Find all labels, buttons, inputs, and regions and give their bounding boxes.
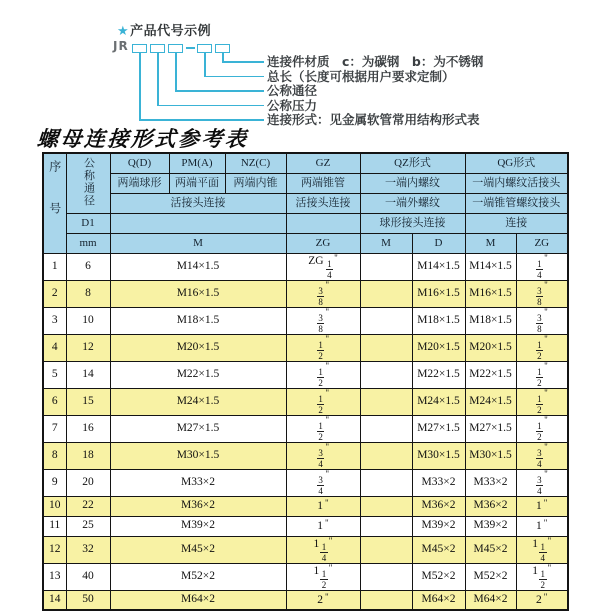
header-ends-pma: 两端平面	[169, 173, 225, 193]
header-joint-union: 活接头连接	[110, 193, 286, 213]
star-icon: ★	[117, 24, 130, 39]
header-row-joints	[43, 193, 568, 213]
inch-mark: "	[543, 518, 548, 529]
cell-qg-m: M33×2	[465, 469, 516, 496]
table-row	[43, 563, 568, 590]
code-box-1	[132, 44, 147, 53]
cell-gz-size	[286, 361, 360, 388]
cell-qg-zg	[516, 253, 568, 280]
inch-mark: "	[325, 333, 330, 344]
cell-m-thread: M16×1.5	[110, 280, 286, 307]
header-joint-union-gz: 活接头连接	[286, 193, 360, 213]
cell-dn: 50	[66, 590, 110, 610]
cell-gz-size	[286, 563, 360, 590]
cell-dn: 25	[66, 516, 110, 536]
cell-qz-m	[360, 469, 412, 496]
table-row	[43, 469, 568, 496]
header-dn-label: 公称通径	[82, 156, 95, 207]
cell-qg-m: M36×2	[465, 496, 516, 516]
header-dn	[66, 153, 110, 213]
cell-qz-d: M64×2	[412, 590, 465, 610]
code-dash	[186, 47, 195, 49]
cell-dn: 12	[66, 334, 110, 361]
table-row	[43, 442, 568, 469]
cell-qg-zg	[516, 590, 568, 610]
header-unit-m2: M	[360, 233, 412, 253]
table-row	[43, 253, 568, 280]
cell-seq: 4	[43, 334, 66, 361]
fraction: $\frac{1}{2}$	[321, 568, 327, 590]
table-row	[43, 536, 568, 563]
header-form-pma: PM(A)	[169, 153, 225, 173]
header-unit-m1: M	[110, 233, 286, 253]
header-joint-external: 一端外螺纹	[360, 193, 465, 213]
diagram-label-material: 连接件材质 c：为碳钢 b：为不锈钢	[267, 54, 484, 69]
fraction: $\frac{1}{2}$	[537, 420, 542, 442]
fraction: $\frac{1}{4}$	[321, 541, 327, 563]
cell-m-thread: M45×2	[110, 536, 286, 563]
inch-mark: "	[543, 592, 548, 602]
cell-m-thread: M64×2	[110, 590, 286, 610]
cell-qg-m: M16×1.5	[465, 280, 516, 307]
cell-gz-size	[286, 388, 360, 415]
inch-mark: "	[544, 279, 548, 290]
cell-qz-m	[360, 536, 412, 563]
cell-gz-size	[286, 469, 360, 496]
fraction: $\frac{3}{8}$	[537, 285, 542, 307]
fraction: $\frac{1}{2}$	[318, 339, 323, 361]
cell-m-thread: M18×1.5	[110, 307, 286, 334]
whole-number: 2	[317, 594, 324, 606]
header-d1: D1	[66, 213, 110, 233]
inch-mark: "	[544, 252, 548, 263]
cell-qz-m	[360, 334, 412, 361]
cell-gz-size	[286, 536, 360, 563]
fraction: $\frac{1}{4}$	[327, 258, 332, 280]
cell-qg-zg	[516, 563, 568, 590]
cell-qz-d: M14×1.5	[412, 253, 465, 280]
cell-m-thread: M36×2	[110, 496, 286, 516]
cell-qg-zg	[516, 361, 568, 388]
cell-gz-size	[286, 516, 360, 536]
inch-mark: "	[547, 535, 552, 546]
cell-qg-m: M22×1.5	[465, 361, 516, 388]
code-box-2	[150, 44, 165, 53]
cell-dn: 32	[66, 536, 110, 563]
cell-qg-zg	[516, 307, 568, 334]
product-code-prefix: JR	[113, 39, 129, 53]
inch-mark: "	[325, 518, 329, 529]
cell-qg-zg	[516, 334, 568, 361]
whole-number: 1	[532, 564, 539, 577]
cell-m-thread: M33×2	[110, 469, 286, 496]
header-seq	[43, 153, 66, 253]
cell-dn: 10	[66, 307, 110, 334]
cell-m-thread: M20×1.5	[110, 334, 286, 361]
cell-qz-m	[360, 253, 412, 280]
table-row	[43, 307, 568, 334]
inch-mark: "	[328, 535, 333, 546]
table-row	[43, 590, 568, 610]
cell-seq: 12	[43, 536, 66, 563]
inch-mark: "	[334, 252, 338, 263]
code-box-4	[197, 44, 212, 53]
connector-line	[157, 53, 159, 105]
header-ends-qz: 一端内螺纹	[360, 173, 465, 193]
cell-qz-d: M27×1.5	[412, 415, 465, 442]
cell-qz-d: M24×1.5	[412, 388, 465, 415]
inch-mark: "	[325, 592, 329, 602]
header-blank-1	[110, 213, 286, 233]
inch-mark: "	[544, 468, 548, 479]
cell-seq: 3	[43, 307, 66, 334]
cell-qz-d: M30×1.5	[412, 442, 465, 469]
table-row	[43, 361, 568, 388]
code-box-3	[168, 44, 183, 53]
inch-mark: "	[544, 414, 548, 425]
cell-qg-m: M20×1.5	[465, 334, 516, 361]
cell-qg-zg	[516, 388, 568, 415]
cell-qz-d: M16×1.5	[412, 280, 465, 307]
cell-qg-zg	[516, 469, 568, 496]
header-row-ends	[43, 173, 568, 193]
inch-mark: "	[544, 333, 548, 344]
cell-qz-m	[360, 442, 412, 469]
inch-mark: "	[328, 562, 333, 573]
fraction: $\frac{1}{2}$	[537, 366, 542, 388]
cell-qz-d: M18×1.5	[412, 307, 465, 334]
cell-dn: 22	[66, 496, 110, 516]
header-row-units	[43, 233, 568, 253]
table-row	[43, 388, 568, 415]
header-unit-zg2: ZG	[516, 233, 568, 253]
cell-qz-m	[360, 361, 412, 388]
fraction: $\frac{3}{4}$	[318, 474, 323, 496]
fraction: $\frac{1}{2}$	[318, 393, 323, 415]
cell-qz-d: M45×2	[412, 536, 465, 563]
cell-qz-d: M52×2	[412, 563, 465, 590]
whole-number: 1	[313, 564, 320, 577]
cell-qg-m: M18×1.5	[465, 307, 516, 334]
fraction: $\frac{1}{2}$	[537, 339, 542, 361]
cell-qz-d: M39×2	[412, 516, 465, 536]
cell-qz-m	[360, 388, 412, 415]
cell-qg-zg	[516, 280, 568, 307]
cell-seq: 11	[43, 516, 66, 536]
cell-qz-d: M20×1.5	[412, 334, 465, 361]
nut-connection-reference-table	[42, 152, 569, 611]
header-joint-taper: 一端锥管螺纹接头	[465, 193, 568, 213]
header-seq-label: 序号	[47, 159, 62, 244]
whole-number: 1	[313, 537, 320, 550]
inch-mark: "	[544, 441, 548, 452]
inch-mark: "	[325, 387, 330, 398]
fraction: $\frac{1}{2}$	[540, 568, 546, 590]
diagram-title-text: 产品代号示例	[130, 24, 212, 39]
table-row	[43, 496, 568, 516]
inch-mark: "	[544, 360, 548, 371]
header-ends-qg: 一端内螺纹活接头	[465, 173, 568, 193]
cell-dn: 16	[66, 415, 110, 442]
fraction: $\frac{3}{8}$	[318, 285, 323, 307]
cell-dn: 18	[66, 442, 110, 469]
cell-seq: 9	[43, 469, 66, 496]
connector-line	[139, 53, 141, 119]
cell-m-thread: M39×2	[110, 516, 286, 536]
cell-seq: 10	[43, 496, 66, 516]
inch-mark: "	[325, 279, 330, 290]
fraction: $\frac{3}{4}$	[537, 447, 542, 469]
cell-qg-m: M27×1.5	[465, 415, 516, 442]
cell-seq: 8	[43, 442, 66, 469]
cell-m-thread: M24×1.5	[110, 388, 286, 415]
cell-qz-d: M36×2	[412, 496, 465, 516]
cell-dn: 14	[66, 361, 110, 388]
cell-seq: 14	[43, 590, 66, 610]
header-form-qd: Q(D)	[110, 153, 169, 173]
connector-line	[157, 105, 264, 107]
inch-mark: "	[325, 414, 330, 425]
cell-qg-m: M45×2	[465, 536, 516, 563]
header-row-forms	[43, 153, 568, 173]
cell-gz-size	[286, 280, 360, 307]
connector-line	[175, 90, 264, 92]
header-conn-ball: 球形接头连接	[360, 213, 465, 233]
cell-gz-size	[286, 334, 360, 361]
whole-number: 1	[532, 537, 539, 550]
cell-qg-zg	[516, 516, 568, 536]
size-prefix: ZG	[308, 254, 324, 267]
connector-line	[139, 119, 264, 121]
cell-seq: 13	[43, 563, 66, 590]
connector-line	[222, 61, 264, 63]
fraction: $\frac{1}{2}$	[318, 420, 323, 442]
cell-qg-m: M64×2	[465, 590, 516, 610]
connector-line	[175, 53, 177, 90]
cell-qz-m	[360, 280, 412, 307]
table-row	[43, 415, 568, 442]
cell-m-thread: M14×1.5	[110, 253, 286, 280]
code-box-5	[215, 44, 230, 53]
fraction: $\frac{1}{2}$	[318, 366, 323, 388]
cell-dn: 40	[66, 563, 110, 590]
diagram-label-diameter: 公称通径	[267, 83, 318, 98]
cell-qg-zg	[516, 415, 568, 442]
cell-gz-size	[286, 253, 360, 280]
header-unit-d: D	[412, 233, 465, 253]
header-unit-zg1: ZG	[286, 233, 360, 253]
table-row	[43, 516, 568, 536]
cell-seq: 5	[43, 361, 66, 388]
cell-seq: 6	[43, 388, 66, 415]
header-blank-2	[286, 213, 360, 233]
cell-qz-m	[360, 307, 412, 334]
fraction: $\frac{1}{4}$	[537, 258, 542, 280]
cell-qz-m	[360, 590, 412, 610]
header-ends-nzc: 两端内锥	[225, 173, 286, 193]
cell-qz-m	[360, 563, 412, 590]
cell-dn: 6	[66, 253, 110, 280]
fraction: $\frac{3}{4}$	[318, 447, 323, 469]
fraction: $\frac{1}{2}$	[537, 393, 542, 415]
cell-qg-zg	[516, 536, 568, 563]
whole-number: 1	[536, 500, 542, 513]
cell-qg-m: M24×1.5	[465, 388, 516, 415]
inch-mark: "	[543, 498, 548, 509]
header-form-nzc: NZ(C)	[225, 153, 286, 173]
whole-number: 1	[317, 520, 324, 533]
header-mm: mm	[66, 233, 110, 253]
cell-dn: 8	[66, 280, 110, 307]
cell-qz-d: M22×1.5	[412, 361, 465, 388]
header-ends-gz: 两端锥管	[286, 173, 360, 193]
inch-mark: "	[544, 306, 548, 317]
cell-dn: 20	[66, 469, 110, 496]
inch-mark: "	[325, 468, 330, 479]
header-unit-m3: M	[465, 233, 516, 253]
cell-seq: 7	[43, 415, 66, 442]
cell-qg-m: M39×2	[465, 516, 516, 536]
cell-m-thread: M52×2	[110, 563, 286, 590]
connector-line	[204, 53, 206, 76]
cell-seq: 1	[43, 253, 66, 280]
cell-qz-m	[360, 516, 412, 536]
table-row	[43, 280, 568, 307]
cell-qg-m: M14×1.5	[465, 253, 516, 280]
whole-number: 1	[317, 500, 324, 513]
inch-mark: "	[325, 498, 329, 509]
fraction: $\frac{1}{4}$	[540, 541, 546, 563]
cell-qg-m: M30×1.5	[465, 442, 516, 469]
table-title: 螺母连接形式参考表	[36, 127, 250, 151]
cell-qz-m	[360, 415, 412, 442]
header-form-gz: GZ	[286, 153, 360, 173]
table-body	[43, 253, 568, 610]
header-ends-qd: 两端球形	[110, 173, 169, 193]
cell-gz-size	[286, 415, 360, 442]
diagram-label-pressure: 公称压力	[267, 97, 318, 113]
header-conn: 连接	[465, 213, 568, 233]
header-row-d1	[43, 213, 568, 233]
whole-number: 2	[536, 594, 542, 606]
whole-number: 1	[536, 520, 542, 533]
inch-mark: "	[544, 387, 548, 398]
inch-mark: "	[325, 360, 330, 371]
cell-qg-zg	[516, 496, 568, 516]
cell-dn: 15	[66, 388, 110, 415]
cell-qg-m: M52×2	[465, 563, 516, 590]
cell-gz-size	[286, 590, 360, 610]
header-form-qz: QZ形式	[360, 153, 465, 173]
diagram-label-connection: 连接形式：见金属软管常用结构形式表	[267, 111, 480, 127]
diagram-label-length: 总长（长度可根据用户要求定制）	[267, 68, 455, 84]
diagram-title	[117, 20, 211, 39]
cell-m-thread: M27×1.5	[110, 415, 286, 442]
fraction: $\frac{3}{8}$	[318, 312, 323, 334]
header-form-qg: QG形式	[465, 153, 568, 173]
cell-qg-zg	[516, 442, 568, 469]
cell-gz-size	[286, 307, 360, 334]
inch-mark: "	[547, 562, 552, 573]
cell-seq: 2	[43, 280, 66, 307]
connector-line	[204, 76, 264, 78]
table-row	[43, 334, 568, 361]
inch-mark: "	[325, 441, 330, 452]
fraction: $\frac{3}{8}$	[537, 312, 542, 334]
cell-qz-d: M33×2	[412, 469, 465, 496]
cell-m-thread: M22×1.5	[110, 361, 286, 388]
cell-qz-m	[360, 496, 412, 516]
inch-mark: "	[325, 306, 330, 317]
cell-gz-size	[286, 496, 360, 516]
fraction: $\frac{3}{4}$	[537, 474, 542, 496]
cell-gz-size	[286, 442, 360, 469]
cell-m-thread: M30×1.5	[110, 442, 286, 469]
